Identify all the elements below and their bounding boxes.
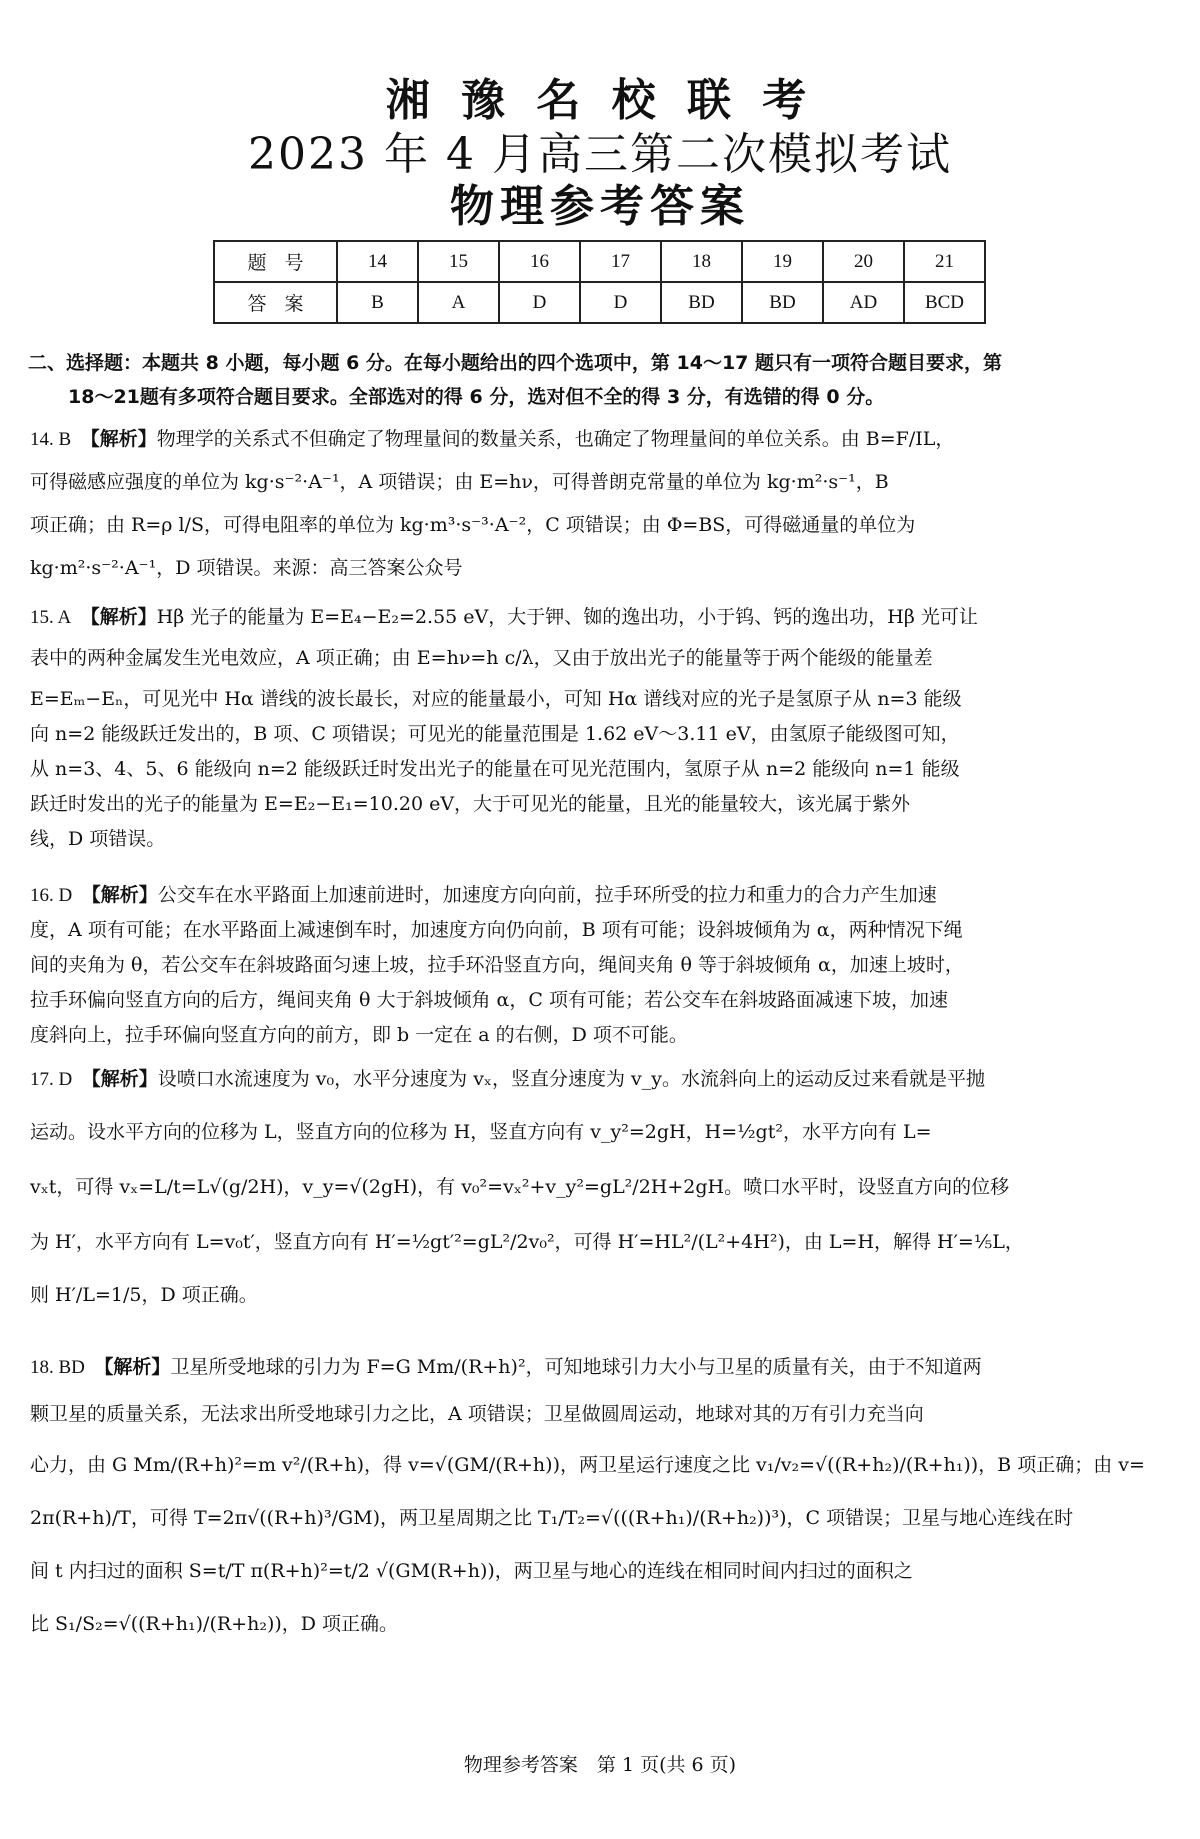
solution-18 xyxy=(30,1350,1170,1642)
solution-line: 公交车在水平路面上加速前进时，加速度方向向前，拉手环所受的拉力和重力的合力产生加速 xyxy=(157,884,937,906)
answer-value: B xyxy=(337,282,418,323)
exam-title-line2: 2023 年 4 月高三第二次模拟考试 xyxy=(248,129,952,180)
answer-table xyxy=(213,240,986,324)
section-instructions xyxy=(28,346,1178,414)
solution-line: 则 H′/L=1/5，D 项正确。 xyxy=(30,1284,258,1306)
question-number: 17 xyxy=(580,241,661,282)
solution-line: E=Eₘ−Eₙ，可见光中 Hα 谱线的波长最长，对应的能量最小，可知 Hα 谱线对应的光子是氢原子从 n=3 能级 xyxy=(30,688,962,710)
answer-table-answer-row xyxy=(214,282,985,323)
exam-title-line1: 湘 豫 名 校 联 考 xyxy=(385,75,815,126)
question-row-label: 题号 xyxy=(214,241,337,282)
solution-line: 表中的两种金属发生光电效应，A 项正确；由 E=hν=h c/λ，又由于放出光子的能量等于两个能级的能量差 xyxy=(30,647,933,669)
analysis-tag: 【解析】 xyxy=(90,428,157,450)
analysis-tag: 【解析】 xyxy=(91,884,158,906)
solution-line: 拉手环偏向竖直方向的后方，绳间夹角 θ 大于斜坡倾角 α，C 项有可能；若公交车在斜坡路面减速下坡，加速 xyxy=(30,989,948,1011)
question-number-label: 16. D xyxy=(30,885,73,906)
solution-line: 线，D 项错误。 xyxy=(30,828,166,850)
answer-value: BD xyxy=(661,282,742,323)
solution-line: 度斜向上，拉手环偏向竖直方向的前方，即 b 一定在 a 的右侧，D 项不可能。 xyxy=(30,1024,688,1046)
solution-line: vₓt，可得 vₓ=L/t=L√(g/2H)，v_y=√(2gH)，有 v₀²=vₓ²+v_y²=gL²/2H+2gH。喷口水平时，设竖直方向的位移 xyxy=(30,1176,1010,1198)
solution-line: 卫星所受地球的引力为 F=G Mm/(R+h)²，可知地球引力大小与卫星的质量有关，由于不知道两 xyxy=(170,1356,982,1378)
solution-line: 跃迁时发出的光子的能量为 E=E₂−E₁=10.20 eV，大于可见光的能量，且光的能量较大，该光属于紫外 xyxy=(30,793,911,815)
solution-line: 度，A 项有可能；在水平路面上减速倒车时，加速度方向仍向前，B 项有可能；设斜坡倾角为 α，两种情况下绳 xyxy=(30,919,963,941)
question-number: 18 xyxy=(661,241,742,282)
solution-16 xyxy=(30,878,1170,1053)
page-footer: 物理参考答案 第 1 页(共 6 页) xyxy=(463,1754,737,1776)
solution-line: 比 S₁/S₂=√((R+h₁)/(R+h₂))，D 项正确。 xyxy=(30,1613,399,1635)
answer-value: BCD xyxy=(904,282,985,323)
solution-line: 项正确；由 R=ρ l/S，可得电阻率的单位为 kg·m³·s⁻³·A⁻²，C 项错误；由 Φ=BS，可得磁通量的单位为 xyxy=(30,514,916,536)
answer-value: BD xyxy=(742,282,823,323)
answer-value: D xyxy=(580,282,661,323)
analysis-tag: 【解析】 xyxy=(103,1356,171,1378)
solution-line: 运动。设水平方向的位移为 L，竖直方向的位移为 H，竖直方向有 v_y²=2gH，H=½gt²，水平方向有 L= xyxy=(30,1121,932,1143)
solution-line: 向 n=2 能级跃迁发出的，B 项、C 项错误；可见光的能量范围是 1.62 eV～3.11 eV，由氢原子能级图可知， xyxy=(30,723,960,745)
answer-row-label: 答案 xyxy=(214,282,337,323)
question-number-label: 18. BD xyxy=(30,1357,85,1378)
solution-line: 设喷口水流速度为 v₀，水平分速度为 vₓ，竖直分速度为 v_y。水流斜向上的运动反过来看就是平抛 xyxy=(157,1068,985,1090)
solution-line: 颗卫星的质量关系，无法求出所受地球引力之比，A 项错误；卫星做圆周运动，地球对其的万有引力充当向 xyxy=(30,1403,924,1425)
solution-line: 可得磁感应强度的单位为 kg·s⁻²·A⁻¹，A 项错误；由 E=hν，可得普朗克常量的单位为 kg·m²·s⁻¹，B xyxy=(30,471,889,493)
question-number: 14 xyxy=(337,241,418,282)
analysis-tag: 【解析】 xyxy=(90,606,157,628)
exam-title-line3: 物理参考答案 xyxy=(450,181,750,232)
analysis-tag: 【解析】 xyxy=(91,1068,158,1090)
solution-line: kg·m²·s⁻²·A⁻¹，D 项错误。来源：高三答案公众号 xyxy=(30,557,463,579)
question-number: 21 xyxy=(904,241,985,282)
question-number: 20 xyxy=(823,241,904,282)
solution-14 xyxy=(30,422,1170,586)
solution-line: 从 n=3、4、5、6 能级向 n=2 能级跃迁时发出光子的能量在可见光范围内，氢原子从 n=2 能级向 n=1 能级 xyxy=(30,758,960,780)
question-number: 15 xyxy=(418,241,499,282)
solution-line: 2π(R+h)/T，可得 T=2π√((R+h)³/GM)，两卫星周期之比 T₁/T₂=√(((R+h₁)/(R+h₂))³)，C 项错误；卫星与地心连线在时 xyxy=(30,1507,1074,1529)
solution-line: 物理学的关系式不但确定了物理量间的数量关系，也确定了物理量间的单位关系。由 B=F/IL， xyxy=(156,428,955,450)
question-number: 19 xyxy=(742,241,823,282)
section-line: 18～21题有多项符合题目要求。全部选对的得 6 分，选对但不全的得 3 分，有选错的得 0 分。 xyxy=(68,386,885,408)
solution-15 xyxy=(30,600,1170,857)
solution-17 xyxy=(30,1062,1170,1313)
question-number: 16 xyxy=(499,241,580,282)
answer-value: AD xyxy=(823,282,904,323)
question-number-label: 14. B xyxy=(30,429,72,450)
answer-value: D xyxy=(499,282,580,323)
question-number-label: 15. A xyxy=(30,607,72,628)
answer-table-question-row xyxy=(214,241,985,282)
solution-line: 为 H′，水平方向有 L=v₀t′，竖直方向有 H′=½gt′²=gL²/2v₀²，可得 H′=HL²/(L²+4H²)，由 L=H，解得 H′=⅕L， xyxy=(30,1231,1024,1253)
solution-line: 间的夹角为 θ，若公交车在斜坡路面匀速上坡，拉手环沿竖直方向，绳间夹角 θ 等于斜坡倾角 α，加速上坡时， xyxy=(30,954,964,976)
question-number-label: 17. D xyxy=(30,1069,73,1090)
section-line: 二、选择题：本题共 8 小题，每小题 6 分。在每小题给出的四个选项中，第 14～17 题只有一项符合题目要求，第 xyxy=(28,352,1003,374)
solution-line: 间 t 内扫过的面积 S=t/T π(R+h)²=t/2 √(GM(R+h))，两卫星与地心的连线在相同时间内扫过的面积之 xyxy=(30,1560,913,1582)
solution-line: 心力，由 G Mm/(R+h)²=m v²/(R+h)，得 v=√(GM/(R+h))，两卫星运行速度之比 v₁/v₂=√((R+h₂)/(R+h₁))，B 项正确；由 v= xyxy=(30,1454,1145,1476)
answer-value: A xyxy=(418,282,499,323)
solution-line: Hβ 光子的能量为 E=E₄−E₂=2.55 eV，大于钾、铷的逸出功，小于钨、钙的逸出功，Hβ 光可让 xyxy=(156,606,978,628)
